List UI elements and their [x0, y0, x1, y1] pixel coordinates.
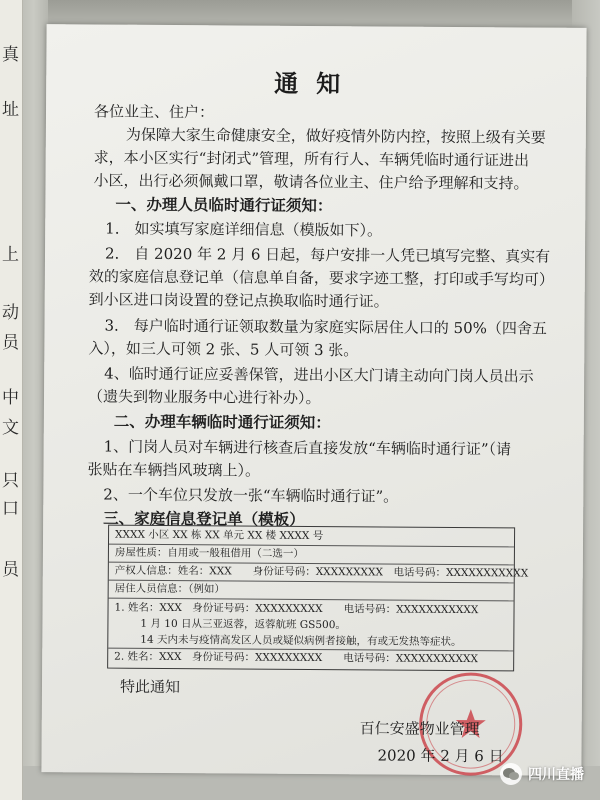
watermark-text: 四川直播 — [528, 767, 584, 783]
template-divider — [109, 598, 514, 602]
template-resident-note: 14 天内未与疫情高发区人员或疑似病例者接触，有或无发热等症状。 — [140, 633, 462, 649]
wechat-logo-icon — [500, 763, 522, 785]
section1-item: 入），如三人可领 2 张、5 人可领 3 张。 — [88, 339, 359, 360]
signature: 百仁安盛物业管理 — [359, 719, 480, 739]
notice-title: 通知 — [274, 68, 359, 99]
background-sheet-char: 址 — [2, 100, 19, 120]
section1-item: 1. 如实填写家庭详细信息（模版如下）。 — [105, 219, 383, 240]
background-sheet-char: 员 — [2, 560, 19, 580]
notice-paper — [41, 24, 586, 776]
template-resident: 2. 姓名：XXX 身份证号码：XXXXXXXXX 电话号码：XXXXXXXXXXX — [114, 650, 479, 666]
section1-item: （遗失到物业服务中心进行补办）。 — [87, 387, 321, 408]
background-sheet-char: 上 — [2, 245, 19, 265]
intro-line: 小区，出行必须佩戴口罩，敬请各位业主、住户给予理解和支持。 — [93, 171, 529, 193]
section1-item: 到小区进口岗设置的登记点换取临时通行证。 — [88, 290, 389, 311]
template-owner: 产权人信息：姓名：XXX 身份证号码：XXXXXXXXX 电话号码：XXXXXXXXXXX — [114, 564, 529, 580]
section1-heading: 一、办理人员临时通行证须知： — [115, 194, 333, 216]
template-property-type: 房屋性质：自用或一般租借用（二选一） — [114, 546, 304, 560]
intro-line: 求，本小区实行“封闭式”管理，所有行人、车辆凭临时通行证进出 — [93, 148, 530, 170]
background-sheet-char: 只 — [2, 471, 19, 491]
template-resident-trip: 1 月 10 日从三亚返蓉，返蓉航班 GS500。 — [140, 617, 346, 632]
background-sheet-char: 文 — [2, 418, 19, 438]
closing: 特此通知 — [119, 677, 181, 697]
intro-line: 为保障大家生命健康安全，做好疫情外防内控，按照上级有关要 — [125, 125, 546, 147]
background-sheet-char: 真 — [2, 45, 19, 65]
section2-item: 2、一个车位只发放一张“车辆临时通行证”。 — [103, 485, 399, 506]
template-resident: 1. 姓名：XXX 身份证号码：XXXXXXXXX 电话号码：XXXXXXXXXXX — [114, 601, 479, 617]
background-sheet-char: 口 — [2, 499, 19, 519]
date: 2020 年 2 月 6 日 — [377, 746, 504, 766]
watermark — [500, 762, 584, 786]
template-residents-label: 居住人员信息：（例如） — [114, 582, 225, 596]
section1-item: 4、临时通行证应妥善保管，进出小区大门请主动向门岗人员出示 — [104, 364, 534, 386]
registration-template — [107, 525, 529, 672]
template-address: XXXX 小区 XX 栋 XX 单元 XX 楼 XXXX 号 — [115, 528, 324, 543]
background-sheet-char: 中 — [2, 388, 19, 408]
salutation: 各位业主、住户： — [93, 102, 215, 122]
section2-item: 张贴在车辆挡风玻璃上）。 — [87, 460, 261, 480]
section1-item: 2. 自 2020 年 2 月 6 日起，每户安排一人凭已填写完整、真实有 — [104, 244, 551, 266]
background-sheet-char: 员 — [2, 333, 19, 353]
background-sheet — [0, 0, 23, 800]
section2-item: 1、门岗人员对车辆进行核查后直接发放“车辆临时通行证”（请 — [103, 437, 512, 459]
section1-item: 效的家庭信息登记单（信息单自备，要求字迹工整，打印或手写均可） — [88, 267, 554, 289]
background-sheet-char: 动 — [2, 303, 19, 323]
section2-heading: 二、办理车辆临时通行证须知： — [113, 411, 331, 433]
section3-heading: 三、家庭信息登记单（模板） — [103, 508, 305, 529]
section1-item: 3. 每户临时通行证领取数量为家庭实际居住人口的 50%（四舍五 — [104, 316, 548, 338]
